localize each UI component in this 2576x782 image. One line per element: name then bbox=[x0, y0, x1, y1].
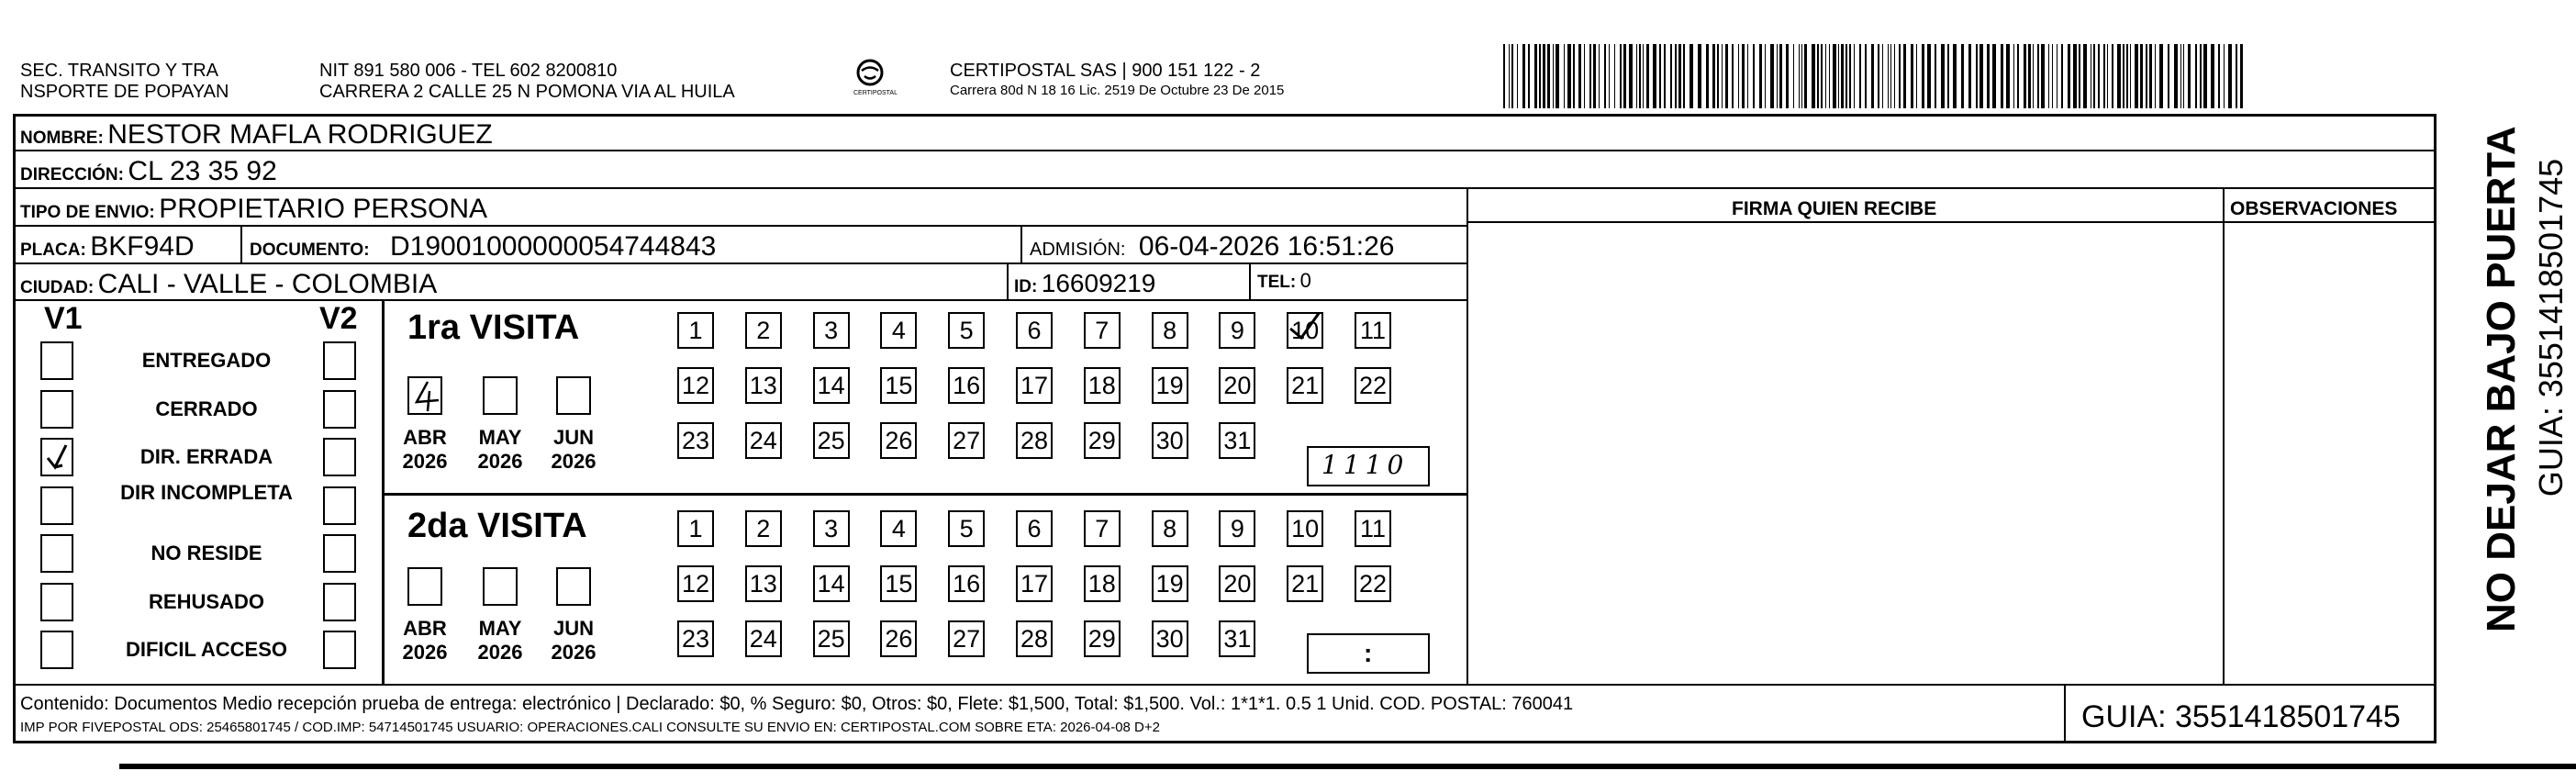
day-number: 4 bbox=[891, 316, 906, 344]
day-number: 7 bbox=[1095, 316, 1110, 344]
second-visit-day[interactable] bbox=[677, 620, 714, 657]
id-value: 16609219 bbox=[1041, 269, 1156, 297]
day-number: 13 bbox=[749, 371, 777, 399]
second-visit-day[interactable] bbox=[1016, 510, 1053, 547]
month-label bbox=[541, 617, 606, 665]
v2-checkbox[interactable] bbox=[323, 486, 356, 525]
form-right-border bbox=[2434, 114, 2437, 743]
first-visit-day[interactable] bbox=[1152, 312, 1188, 349]
courier-info bbox=[950, 61, 1284, 100]
month-label bbox=[468, 617, 532, 665]
month-checkbox[interactable] bbox=[483, 567, 518, 606]
day-number: 10 bbox=[1291, 514, 1320, 542]
v1-checkbox[interactable] bbox=[40, 341, 73, 380]
first-visit-day[interactable] bbox=[1287, 367, 1323, 404]
tel-field bbox=[1257, 269, 1311, 293]
day-number: 14 bbox=[817, 569, 845, 598]
footer-guia: GUIA: 3551418501745 bbox=[2081, 699, 2401, 734]
first-visit-day[interactable] bbox=[813, 422, 850, 459]
row-divider bbox=[13, 225, 1466, 227]
sender-org-line1: SEC. TRANSITO Y TRA bbox=[20, 61, 218, 81]
sender-nit-line1: NIT 891 580 006 - TEL 602 8200810 bbox=[319, 61, 618, 81]
day-number: 3 bbox=[824, 316, 839, 344]
first-visit-day[interactable] bbox=[948, 312, 985, 349]
day-number: 28 bbox=[1020, 426, 1049, 454]
second-visit-day[interactable] bbox=[880, 565, 917, 602]
ciudad-label: CIUDAD: bbox=[20, 278, 95, 297]
side-guia: GUIA: 3551418501745 bbox=[2532, 158, 2570, 497]
col-divider bbox=[1249, 264, 1251, 300]
day-number: 3 bbox=[824, 514, 839, 542]
tipo-envio-field bbox=[20, 194, 487, 225]
first-visit-day[interactable] bbox=[1355, 312, 1391, 349]
first-visit-day[interactable] bbox=[677, 422, 714, 459]
first-visit-day[interactable] bbox=[948, 422, 985, 459]
day-number: 19 bbox=[1155, 569, 1184, 598]
sender-nit bbox=[319, 61, 735, 103]
first-visit-day[interactable] bbox=[1355, 367, 1391, 404]
day-number: 22 bbox=[1358, 569, 1388, 598]
first-visit-day[interactable] bbox=[1152, 367, 1188, 404]
month-checkbox[interactable] bbox=[483, 376, 518, 415]
first-visit-day[interactable] bbox=[880, 312, 917, 349]
second-visit-time-box[interactable] bbox=[1307, 633, 1430, 674]
second-visit-day[interactable] bbox=[813, 565, 850, 602]
first-visit-day[interactable] bbox=[677, 312, 714, 349]
tel-label: TEL: bbox=[1257, 273, 1297, 292]
month-year: 2026 bbox=[551, 450, 597, 473]
day-number: 23 bbox=[681, 624, 710, 653]
day-number: 2 bbox=[756, 316, 771, 344]
day-number: 10 bbox=[1291, 316, 1320, 344]
first-visit-time-box[interactable] bbox=[1307, 446, 1430, 486]
month-checkbox[interactable] bbox=[407, 376, 442, 415]
direccion-value: CL 23 35 92 bbox=[128, 156, 277, 186]
second-visit-day[interactable] bbox=[745, 565, 782, 602]
second-visit-day[interactable] bbox=[677, 565, 714, 602]
day-number: 16 bbox=[953, 569, 981, 598]
tel-value: 0 bbox=[1299, 269, 1311, 292]
status-label: NO RESIDE bbox=[151, 542, 262, 564]
second-visit-day[interactable] bbox=[1016, 565, 1053, 602]
first-visit-day[interactable] bbox=[1084, 312, 1121, 349]
col-divider bbox=[240, 227, 242, 263]
first-visit-day[interactable] bbox=[1219, 367, 1255, 404]
day-number: 17 bbox=[1020, 569, 1049, 598]
month-checkbox[interactable] bbox=[407, 567, 442, 606]
logo-text: CERTIPOSTAL bbox=[853, 90, 898, 96]
day-number: 15 bbox=[885, 371, 913, 399]
second-visit-day[interactable] bbox=[1084, 510, 1121, 547]
status-label: CERRADO bbox=[155, 397, 258, 420]
day-number: 1 bbox=[688, 514, 703, 542]
first-visit-title: 1ra VISITA bbox=[407, 308, 580, 347]
month-name: ABR bbox=[403, 426, 447, 449]
form-left-border bbox=[13, 114, 16, 743]
second-visit-title: 2da VISITA bbox=[407, 507, 587, 545]
day-number: 7 bbox=[1095, 514, 1110, 542]
day-number: 14 bbox=[817, 371, 845, 399]
v1-checkbox[interactable] bbox=[40, 631, 73, 669]
placa-value: BKF94D bbox=[90, 231, 195, 262]
second-visit-day[interactable] bbox=[1219, 510, 1255, 547]
day-number: 31 bbox=[1223, 426, 1252, 454]
day-number: 29 bbox=[1087, 426, 1116, 454]
second-visit-day[interactable] bbox=[745, 510, 782, 547]
v2-header: V2 bbox=[319, 301, 358, 336]
status-label: REHUSADO bbox=[149, 589, 264, 613]
day-number: 23 bbox=[681, 426, 710, 454]
first-visit-day[interactable] bbox=[1016, 367, 1053, 404]
day-number: 25 bbox=[817, 624, 845, 653]
v1-checkbox[interactable] bbox=[40, 438, 73, 476]
day-number: 4 bbox=[891, 514, 906, 542]
second-visit-day[interactable] bbox=[1355, 565, 1391, 602]
day-number: 1 bbox=[688, 316, 703, 344]
direccion-label: DIRECCIÓN: bbox=[20, 165, 124, 184]
id-field bbox=[1014, 269, 1155, 298]
month-year: 2026 bbox=[477, 641, 523, 664]
month-label bbox=[541, 426, 606, 474]
first-visit-day[interactable] bbox=[948, 367, 985, 404]
day-number: 31 bbox=[1223, 624, 1252, 653]
col-divider bbox=[1020, 227, 1022, 263]
day-number: 11 bbox=[1359, 316, 1387, 344]
day-number: 6 bbox=[1027, 316, 1042, 344]
sender-org bbox=[20, 61, 229, 103]
day-number: 30 bbox=[1155, 624, 1184, 653]
v1-checkbox[interactable] bbox=[40, 486, 73, 525]
documento-value: D19001000000054744843 bbox=[390, 231, 717, 262]
day-number: 30 bbox=[1155, 426, 1184, 454]
col-divider bbox=[1007, 264, 1009, 300]
first-visit-day[interactable] bbox=[1219, 422, 1255, 459]
month-name: MAY bbox=[478, 617, 522, 640]
day-number: 28 bbox=[1020, 624, 1049, 653]
day-number: 18 bbox=[1087, 371, 1116, 399]
second-visit-day[interactable] bbox=[880, 510, 917, 547]
day-number: 2 bbox=[756, 514, 771, 542]
day-number: 12 bbox=[681, 371, 710, 399]
admision-label: ADMISIÓN: bbox=[1030, 240, 1126, 260]
v2-checkbox[interactable] bbox=[323, 341, 356, 380]
month-checkbox[interactable] bbox=[556, 567, 591, 606]
day-number: 8 bbox=[1163, 316, 1177, 344]
second-visit-day[interactable] bbox=[1287, 510, 1323, 547]
first-visit-day[interactable] bbox=[677, 367, 714, 404]
day-number: 5 bbox=[959, 316, 974, 344]
first-visit-day[interactable] bbox=[745, 367, 782, 404]
day-number: 8 bbox=[1163, 514, 1177, 542]
day-number: 12 bbox=[681, 569, 710, 598]
second-visit-day[interactable] bbox=[813, 620, 850, 657]
second-visit-day[interactable] bbox=[1219, 565, 1255, 602]
bottom-edge-line bbox=[119, 764, 2576, 769]
day-number: 11 bbox=[1359, 514, 1387, 542]
month-checkbox[interactable] bbox=[556, 376, 591, 415]
day-number: 9 bbox=[1230, 316, 1244, 344]
day-number: 24 bbox=[749, 426, 777, 454]
second-visit-day[interactable] bbox=[745, 620, 782, 657]
first-visit-day[interactable] bbox=[813, 312, 850, 349]
second-visit-day[interactable] bbox=[1287, 565, 1323, 602]
second-visit-day[interactable] bbox=[813, 510, 850, 547]
month-year: 2026 bbox=[402, 450, 448, 473]
day-number: 27 bbox=[953, 426, 981, 454]
month-label bbox=[393, 426, 457, 474]
ciudad-value: CALI - VALLE - COLOMBIA bbox=[97, 269, 438, 299]
documento-field bbox=[250, 231, 716, 263]
month-year: 2026 bbox=[551, 641, 597, 664]
first-visit-day[interactable] bbox=[1084, 422, 1121, 459]
second-visit-day[interactable] bbox=[677, 510, 714, 547]
no-dejar-bajo-puerta: NO DEJAR BAJO PUERTA bbox=[2479, 126, 2524, 632]
first-visit-day[interactable] bbox=[1287, 312, 1323, 349]
second-visit-day[interactable] bbox=[1152, 565, 1188, 602]
status-label: DIFICIL ACCESO bbox=[125, 638, 287, 661]
ciudad-field bbox=[20, 269, 437, 300]
v1-checkbox[interactable] bbox=[40, 534, 73, 573]
nombre-field bbox=[20, 119, 493, 151]
nombre-label: NOMBRE: bbox=[20, 128, 104, 148]
month-year: 2026 bbox=[402, 641, 448, 664]
month-name: ABR bbox=[403, 617, 447, 640]
col-divider bbox=[2064, 686, 2066, 743]
second-visit-day[interactable] bbox=[948, 620, 985, 657]
first-visit-day[interactable] bbox=[745, 312, 782, 349]
v2-checkbox[interactable] bbox=[323, 534, 356, 573]
status-label: DIR. ERRADA bbox=[139, 445, 273, 468]
second-visit-day[interactable] bbox=[1084, 620, 1121, 657]
first-visit-day[interactable] bbox=[1084, 367, 1121, 404]
v2-checkbox[interactable] bbox=[323, 438, 356, 476]
first-visit-day[interactable] bbox=[1016, 312, 1053, 349]
month-label bbox=[393, 617, 457, 665]
first-visit-day[interactable] bbox=[880, 367, 917, 404]
day-number: 5 bbox=[959, 514, 974, 542]
tipo-envio-value: PROPIETARIO PERSONA bbox=[159, 194, 488, 224]
month-name: JUN bbox=[552, 426, 594, 449]
month-name: JUN bbox=[552, 617, 594, 640]
second-visit-day[interactable] bbox=[948, 565, 985, 602]
second-visit-day[interactable] bbox=[1152, 620, 1188, 657]
first-visit-day[interactable] bbox=[1219, 312, 1255, 349]
v2-checkbox[interactable] bbox=[323, 631, 356, 669]
certipostal-logo bbox=[846, 57, 905, 103]
placa-field bbox=[20, 231, 195, 263]
status-label: ENTREGADO bbox=[141, 349, 272, 372]
first-visit-day[interactable] bbox=[813, 367, 850, 404]
day-number: 16 bbox=[953, 371, 981, 399]
col-divider bbox=[2223, 189, 2225, 685]
footer-contents: Contenido: Documentos Medio recepción prueba de entrega: electrónico | Declarado: $0, % Seguro: $0, Otros: $0, Flete: $1,500, Total: $1,500. Vol.: 1*1*1. 0.5 1 Unid. COD. POSTAL: 760041 bbox=[20, 694, 1574, 714]
courier-line1: CERTIPOSTAL SAS | 900 151 122 - 2 bbox=[950, 61, 1261, 81]
firma-header: FIRMA QUIEN RECIBE bbox=[1732, 198, 1937, 219]
documento-label: DOCUMENTO: bbox=[250, 240, 370, 260]
second-visit-day[interactable] bbox=[1152, 510, 1188, 547]
first-visit-time: 1110 bbox=[1321, 450, 1410, 480]
placa-label: PLACA: bbox=[20, 240, 86, 260]
day-number: 27 bbox=[953, 624, 981, 653]
footer-print-info: IMP POR FIVEPOSTAL ODS: 25465801745 / COD.IMP: 54714501745 USUARIO: OPERACIONES.CALI CONSULTE SU ENVIO EN: CERTIPOSTAL.COM SOBRE ETA: 2026-04-08 D+2 bbox=[20, 720, 1160, 735]
status-label: DIR INCOMPLETA bbox=[120, 480, 293, 504]
admision-field bbox=[1030, 231, 1394, 263]
direccion-field bbox=[20, 156, 277, 187]
v2-checkbox[interactable] bbox=[323, 390, 356, 429]
v1-header: V1 bbox=[44, 301, 83, 336]
day-number: 24 bbox=[749, 624, 777, 653]
day-number: 20 bbox=[1223, 371, 1252, 399]
day-number: 17 bbox=[1020, 371, 1049, 399]
row-divider bbox=[13, 187, 2436, 189]
form-top-border bbox=[13, 114, 2436, 117]
day-number: 9 bbox=[1230, 514, 1244, 542]
row-divider bbox=[13, 684, 2436, 686]
day-number: 21 bbox=[1291, 569, 1320, 598]
nombre-value: NESTOR MAFLA RODRIGUEZ bbox=[107, 119, 493, 150]
month-label bbox=[468, 426, 532, 474]
id-label: ID: bbox=[1014, 277, 1038, 296]
v2-checkbox[interactable] bbox=[323, 583, 356, 621]
day-number: 29 bbox=[1087, 624, 1116, 653]
second-visit-day[interactable] bbox=[1219, 620, 1255, 657]
day-number: 21 bbox=[1291, 371, 1320, 399]
row-divider bbox=[1466, 221, 2436, 223]
second-visit-day[interactable] bbox=[880, 620, 917, 657]
first-visit-day[interactable] bbox=[1152, 422, 1188, 459]
form-bottom-border bbox=[13, 741, 2436, 743]
sender-nit-line2: CARRERA 2 CALLE 25 N POMONA VIA AL HUILA bbox=[319, 82, 735, 102]
day-number: 26 bbox=[885, 426, 913, 454]
first-visit-day[interactable] bbox=[880, 422, 917, 459]
second-visit-day[interactable] bbox=[948, 510, 985, 547]
sender-org-line2: NSPORTE DE POPAYAN bbox=[20, 82, 229, 102]
first-visit-day[interactable] bbox=[745, 422, 782, 459]
second-visit-time: : bbox=[1364, 639, 1373, 667]
barcode-icon bbox=[1503, 44, 2248, 108]
second-visit-day[interactable] bbox=[1355, 510, 1391, 547]
tipo-envio-label: TIPO DE ENVIO: bbox=[20, 203, 155, 222]
day-number: 20 bbox=[1223, 569, 1252, 598]
month-year: 2026 bbox=[477, 450, 523, 473]
v1-checkbox[interactable] bbox=[40, 583, 73, 621]
observaciones-header: OBSERVACIONES bbox=[2230, 198, 2398, 219]
first-visit-day[interactable] bbox=[1016, 422, 1053, 459]
day-number: 6 bbox=[1027, 514, 1042, 542]
admision-value: 06-04-2026 16:51:26 bbox=[1138, 231, 1395, 262]
day-number: 18 bbox=[1087, 569, 1116, 598]
day-number: 25 bbox=[817, 426, 845, 454]
day-number: 22 bbox=[1358, 371, 1388, 399]
courier-line2: Carrera 80d N 18 16 Lic. 2519 De Octubre 23 De 2015 bbox=[950, 83, 1285, 98]
day-number: 15 bbox=[885, 569, 913, 598]
day-number: 26 bbox=[885, 624, 913, 653]
day-number: 13 bbox=[749, 569, 777, 598]
col-divider bbox=[382, 299, 385, 685]
day-check-mark bbox=[1288, 314, 1321, 347]
visit-divider bbox=[382, 493, 1466, 496]
second-visit-day[interactable] bbox=[1016, 620, 1053, 657]
second-visit-day[interactable] bbox=[1084, 565, 1121, 602]
day-number: 19 bbox=[1155, 371, 1184, 399]
month-name: MAY bbox=[478, 426, 522, 449]
v1-checkbox[interactable] bbox=[40, 390, 73, 429]
col-divider bbox=[1466, 189, 1468, 685]
